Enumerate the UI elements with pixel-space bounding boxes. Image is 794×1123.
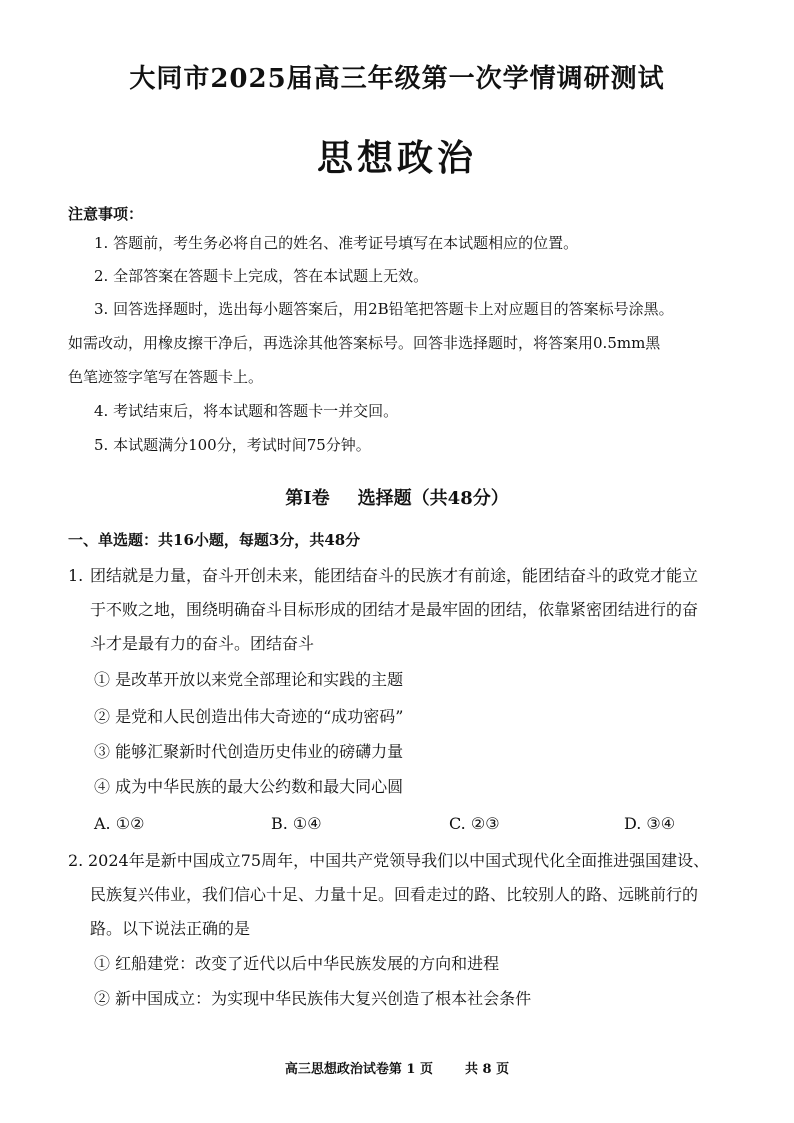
question-1-statement-1: ① 是改革开放以来党全部理论和实践的主题 [94, 670, 404, 689]
question-1-statement-2: ② 是党和人民创造出伟大奇迹的“成功密码” [94, 707, 404, 726]
note-item-3-line-2: 如需改动，用橡皮擦干净后，再选涂其他答案标号。回答非选择题时，将答案用0.5mm黑 [68, 334, 661, 352]
footer-page-number: 高三思想政治试卷第 1 页 [284, 1062, 433, 1077]
question-1-choice-c: C. ②③ [449, 814, 500, 833]
page-footer [0, 1058, 794, 1077]
subject-title: 思想政治 [316, 137, 477, 179]
question-2-stem-line-3: 路。以下说法正确的是 [90, 919, 251, 938]
question-1-stem-line-1: 团结就是力量，奋斗开创未来，能团结奋斗的民族才有前途，能团结奋斗的政党才能立 [90, 566, 699, 585]
note-item-3-line-3: 色笔迹签字笔写在答题卡上。 [68, 368, 264, 386]
note-item-1: 1. 答题前，考生务必将自己的姓名、准考证号填写在本试题相应的位置。 [94, 234, 579, 252]
note-item-2: 2. 全部答案在答题卡上完成，答在本试题上无效。 [94, 267, 429, 285]
question-1-stem-line-2: 于不败之地，围绕明确奋斗目标形成的团结才是最牢固的团结，依靠紧密团结进行的奋 [90, 600, 699, 619]
part-heading: 一、单选题：共16小题，每题3分，共48分 [68, 531, 361, 549]
question-1-stem-line-3: 斗才是最有力的奋斗。团结奋斗 [90, 634, 315, 653]
question-2-number: 2. [68, 851, 84, 870]
question-2-stem-line-1: 2024年是新中国成立75周年，中国共产党领导我们以中国式现代化全面推进强国建设、 [88, 851, 710, 870]
question-1-choice-a: A. ①② [94, 814, 145, 833]
question-1-choice-b: B. ①④ [271, 814, 322, 833]
question-2-stem-line-2: 民族复兴伟业，我们信心十足、力量十足。回看走过的路、比较别人的路、远眺前行的 [90, 885, 699, 904]
question-2-statement-1: ① 红船建党：改变了近代以后中华民族发展的方向和进程 [94, 954, 500, 973]
question-1-number: 1. [68, 566, 84, 585]
footer-total-pages: 共 8 页 [465, 1062, 510, 1077]
note-item-3-line-1: 3. 回答选择题时，选出每小题答案后，用2B铅笔把答题卡上对应题目的答案标号涂黑。 [94, 300, 674, 318]
question-1-statement-4: ④ 成为中华民族的最大公约数和最大同心圆 [94, 777, 404, 796]
section-name: 选择题（共48分） [357, 488, 509, 509]
section-title [0, 484, 794, 510]
question-1-statement-3: ③ 能够汇聚新时代创造历史伟业的磅礴力量 [94, 742, 404, 761]
exam-title: 大同市2025届高三年级第一次学情调研测试 [129, 64, 665, 94]
section-volume: 第Ⅰ卷 [285, 488, 330, 509]
note-item-5: 5. 本试题满分100分，考试时间75分钟。 [94, 436, 371, 454]
question-1-choice-d: D. ③④ [624, 814, 676, 833]
question-2-statement-2: ② 新中国成立：为实现中华民族伟大复兴创造了根本社会条件 [94, 989, 532, 1008]
note-item-4: 4. 考试结束后，将本试题和答题卡一并交回。 [94, 402, 399, 420]
notes-heading: 注意事项： [68, 205, 144, 223]
